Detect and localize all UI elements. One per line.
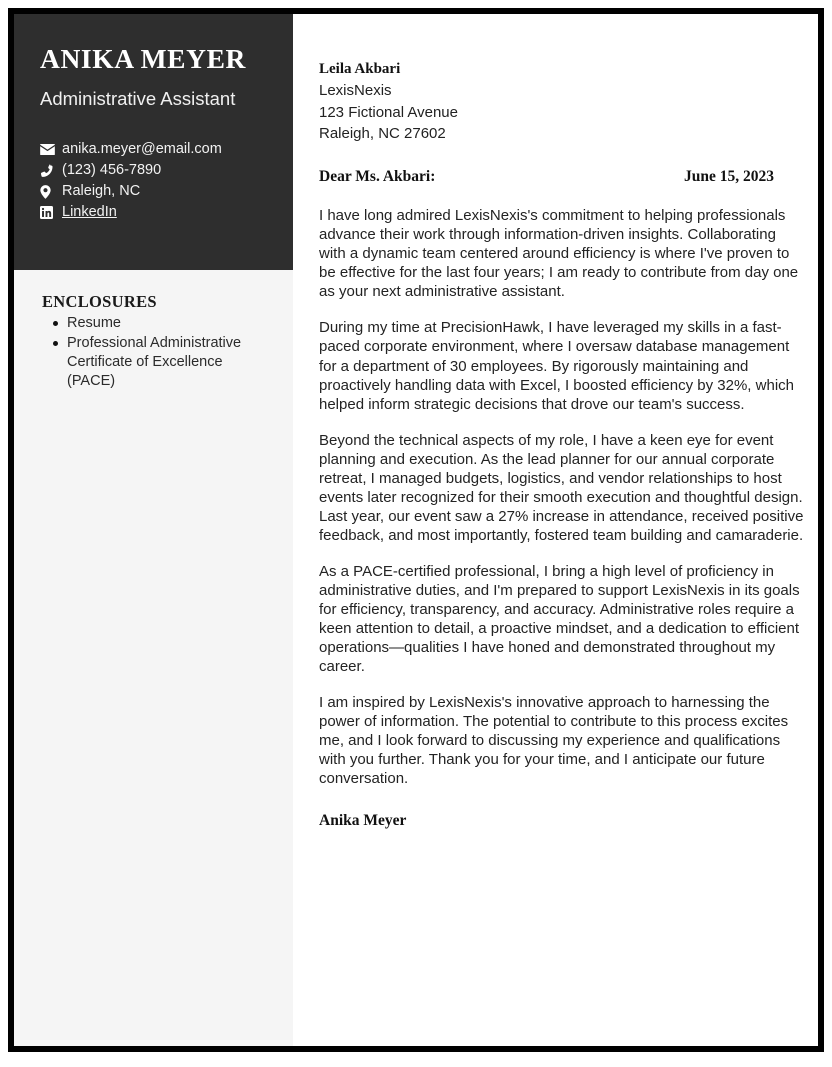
contact-location-text: Raleigh, NC [62, 183, 141, 200]
letter-paragraphs [319, 206, 804, 788]
contact-list [40, 140, 267, 221]
list-item: Professional Administrative Certificate of Excellence (PACE) [67, 334, 271, 391]
contact-linkedin-link[interactable]: LinkedIn [62, 203, 117, 220]
contact-item-phone [40, 161, 267, 180]
document-page-frame [8, 8, 824, 1052]
phone-icon [40, 164, 62, 178]
linkedin-icon [40, 206, 62, 219]
contact-item-linkedin[interactable] [40, 203, 267, 222]
sidebar-header-block [14, 14, 293, 270]
contact-phone-text: (123) 456-7890 [62, 162, 162, 179]
candidate-name: ANIKA MEYER [40, 43, 246, 74]
salutation: Dear Ms. Akbari: [319, 168, 436, 186]
enclosures-title: ENCLOSURES [42, 292, 157, 311]
document-page [14, 14, 818, 1046]
enclosures-list [42, 314, 271, 392]
letter-body-column [293, 14, 818, 1046]
contact-item-location [40, 182, 267, 201]
letter-paragraph: Beyond the technical aspects of my role, I have a keen eye for event planning and execution. As the lead planner for our annual corporate retreat, I managed budgets, logistics, and vendor relationships to host events later recognized for their smooth execution and thoughtful design. Last year, our event saw a 27% increase in attendance, received positive feedback, and most importantly, fostered team building and camaraderie. [319, 431, 804, 544]
signature-name: Anika Meyer [319, 812, 407, 830]
enclosures-section [14, 270, 293, 392]
candidate-role: Administrative Assistant [40, 88, 236, 110]
list-item: Resume [67, 314, 271, 333]
location-pin-icon [40, 185, 62, 199]
contact-email-text: anika.meyer@email.com [62, 141, 222, 158]
recipient-address-block [319, 59, 804, 144]
letter-paragraph: I am inspired by LexisNexis's innovative approach to harnessing the power of information. The potential to contribute to this process excites me, and I look forward to discussing my experience and qualifications with you further. Thank you for your time, and I anticipate our future conversation. [319, 694, 789, 788]
salutation-row [319, 168, 804, 186]
sidebar [14, 14, 293, 1046]
envelope-icon [40, 144, 62, 155]
letter-paragraph: As a PACE-certified professional, I bring a high level of proficiency in administrative duties, and I'm prepared to support LexisNexis in its goals for efficiency, transparency, and accuracy. Administrative roles require a keen attention to detail, a proactive mindset, and a dedication to efficient operations—qualities I have honed and demonstrated throughout my career. [319, 562, 800, 676]
recipient-company: LexisNexis [319, 82, 392, 100]
recipient-street: 123 Fictional Avenue [319, 103, 458, 121]
letter-date: June 15, 2023 [684, 168, 774, 186]
recipient-city-state-zip: Raleigh, NC 27602 [319, 124, 446, 142]
letter-paragraph: I have long admired LexisNexis's commitment to helping professionals advance their work through information-driven insights. Collaborating with a dynamic team centered around efficiency is where I've proven to be effective for the last four years; I am ready to contribute from day one as your next administrative assistant. [319, 207, 799, 301]
letter-paragraph: During my time at PrecisionHawk, I have leveraged my skills in a fast-paced corporate environment, where I oversaw database management for a department of 30 employees. By rigorously maintaining and proactively handling data with Excel, I boosted efficiency by 32%, which helped inform strategic decisions that drove our team's success. [319, 319, 794, 413]
contact-item-email [40, 140, 267, 159]
recipient-name: Leila Akbari [319, 61, 401, 77]
